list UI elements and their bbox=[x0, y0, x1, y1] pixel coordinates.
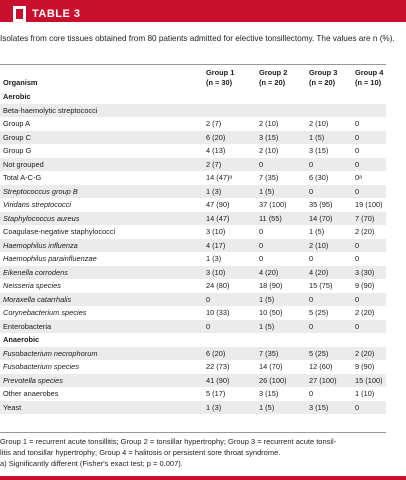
group-2-cell: 2 (10) bbox=[259, 146, 279, 155]
organism-cell: Beta-haemolytic streptococci bbox=[3, 105, 98, 115]
group-1-cell: 1 (3) bbox=[206, 186, 222, 196]
table-row bbox=[0, 306, 386, 320]
data-table bbox=[0, 66, 386, 414]
organism-cell: Not grouped bbox=[3, 159, 44, 169]
document-icon bbox=[13, 6, 26, 22]
group-1-cell: 4 (13) bbox=[206, 146, 226, 155]
group-4-cell bbox=[352, 333, 386, 347]
table-row bbox=[0, 117, 386, 131]
group-1-cell: 3 (10) bbox=[206, 227, 226, 236]
table-row bbox=[0, 293, 386, 307]
group-2-cell bbox=[256, 333, 306, 347]
header-group-2: Group 2 (n = 20) bbox=[259, 68, 288, 87]
organism-cell: Prevotella species bbox=[3, 375, 63, 385]
group-4-cell: 2 (20) bbox=[355, 227, 375, 236]
table-row bbox=[0, 171, 386, 185]
group-2-cell: 3 (15) bbox=[259, 389, 279, 398]
group-3-cell: 5 (25) bbox=[309, 308, 329, 317]
table-row bbox=[0, 347, 386, 361]
footer-bar bbox=[0, 476, 406, 480]
group-3-cell: 5 (25) bbox=[309, 348, 329, 358]
group-3-cell: 3 (15) bbox=[309, 146, 329, 155]
organism-cell: Yeast bbox=[3, 402, 22, 412]
group-3-cell: 14 (70) bbox=[309, 213, 333, 223]
table-caption: Isolates from core tissues obtained from 80 patients admitted for elective tonsillectomy. The values are n (%). bbox=[0, 34, 395, 43]
group-4-cell: 0 bbox=[355, 240, 360, 250]
table-row bbox=[0, 104, 386, 118]
group-1-cell: 6 (20) bbox=[206, 132, 226, 142]
footnote-line-1: Group 1 = recurrent acute tonsillitis; Group 2 = tonsillar hypertrophy; Group 3 = recurrent acute tonsil- bbox=[0, 437, 337, 446]
group-3-cell: 2 (10) bbox=[309, 240, 329, 250]
group-4-cell: 0ᵃ bbox=[355, 173, 362, 182]
group-4-cell: 0 bbox=[355, 119, 360, 128]
group-3-cell: 6 (30) bbox=[309, 173, 329, 182]
group-2-cell: 14 (70) bbox=[259, 362, 283, 371]
group-2-cell: 37 (100) bbox=[259, 200, 287, 209]
organism-cell: Other anaerobes bbox=[3, 389, 59, 398]
group-1-cell: 1 (3) bbox=[206, 402, 222, 412]
group-1-cell bbox=[203, 104, 256, 118]
header-group-4: Group 4 (n = 10) bbox=[355, 68, 384, 87]
group-4-cell bbox=[352, 90, 386, 104]
header-organism: Organism bbox=[3, 78, 38, 87]
group-1-cell: 24 (80) bbox=[206, 281, 230, 290]
group-2-cell: 7 (35) bbox=[259, 348, 279, 358]
group-2-cell: 0 bbox=[259, 240, 264, 250]
group-1-cell bbox=[203, 333, 256, 347]
group-4-cell: 0 bbox=[355, 321, 360, 331]
group-2-cell bbox=[256, 104, 306, 118]
group-2-cell: 1 (5) bbox=[259, 186, 275, 196]
organism-cell: Corynebacterium species bbox=[3, 308, 87, 317]
group-2-cell: 1 (5) bbox=[259, 294, 275, 304]
group-1-cell: 2 (7) bbox=[206, 159, 222, 169]
table-body bbox=[0, 90, 386, 414]
group-1-cell: 5 (17) bbox=[206, 389, 226, 398]
table-row bbox=[0, 387, 386, 401]
group-2-cell: 4 (20) bbox=[259, 267, 279, 277]
table-row bbox=[0, 212, 386, 226]
group-3-cell bbox=[306, 333, 352, 347]
group-1-cell: 47 (90) bbox=[206, 200, 230, 209]
group-1-cell: 14 (47) bbox=[206, 213, 230, 223]
table-row bbox=[0, 252, 386, 266]
table-row bbox=[0, 374, 386, 388]
group-2-cell: 1 (5) bbox=[259, 402, 275, 412]
group-2-cell: 3 (15) bbox=[259, 132, 279, 142]
group-3-cell: 0 bbox=[309, 159, 314, 169]
organism-cell: Total A-C-G bbox=[3, 173, 42, 182]
group-3-cell: 3 (15) bbox=[309, 402, 329, 412]
group-1-cell: 4 (17) bbox=[206, 240, 226, 250]
organism-cell: Fusobacterium necrophorum bbox=[3, 348, 98, 358]
table-label-text: TABLE 3 bbox=[32, 8, 81, 20]
group-4-cell: 3 (30) bbox=[355, 267, 375, 277]
group-1-cell: 0 bbox=[206, 294, 211, 304]
group-4-cell: 0 bbox=[355, 159, 360, 169]
group-4-cell: 9 (90) bbox=[355, 362, 375, 371]
table-label bbox=[13, 6, 81, 22]
group-2-cell: 2 (10) bbox=[259, 119, 279, 128]
table-row bbox=[0, 144, 386, 158]
group-4-cell: 2 (20) bbox=[355, 348, 375, 358]
organism-cell: Staphylococcus aureus bbox=[3, 213, 80, 223]
group-1-cell: 22 (73) bbox=[206, 362, 230, 371]
group-3-cell: 1 (5) bbox=[309, 227, 325, 236]
group-3-cell: 4 (20) bbox=[309, 267, 329, 277]
group-4-cell: 0 bbox=[355, 186, 360, 196]
table-row bbox=[0, 266, 386, 280]
table-row bbox=[0, 185, 386, 199]
table-row bbox=[0, 158, 386, 172]
group-4-cell: 0 bbox=[355, 294, 360, 304]
group-3-cell: 2 (10) bbox=[309, 119, 329, 128]
organism-cell: Haemophilus influenza bbox=[3, 240, 78, 250]
organism-cell: Fusobacterium species bbox=[3, 362, 79, 371]
organism-cell: Aerobic bbox=[3, 92, 31, 101]
group-4-cell: 1 (10) bbox=[355, 389, 375, 398]
group-3-cell: 12 (60) bbox=[309, 362, 333, 371]
table-row bbox=[0, 131, 386, 145]
group-2-cell: 1 (5) bbox=[259, 321, 275, 331]
organism-cell: Haemophilus parainfluenzae bbox=[3, 254, 97, 263]
group-3-cell: 0 bbox=[309, 321, 314, 331]
table-row bbox=[0, 225, 386, 239]
group-4-cell: 2 (20) bbox=[355, 308, 375, 317]
group-4-cell: 0 bbox=[355, 402, 360, 412]
section-row bbox=[0, 333, 386, 347]
group-1-cell: 6 (20) bbox=[206, 348, 226, 358]
table-header-row bbox=[0, 66, 386, 90]
group-3-cell: 1 (5) bbox=[309, 132, 325, 142]
group-3-cell: 35 (95) bbox=[309, 200, 333, 209]
organism-cell: Neisseria species bbox=[3, 281, 61, 290]
footnote-line-3: a) Significantly different (Fisher's exact test; p = 0.007). bbox=[0, 459, 183, 468]
group-3-cell bbox=[306, 90, 352, 104]
group-3-cell: 0 bbox=[309, 186, 314, 196]
group-1-cell: 3 (10) bbox=[206, 267, 226, 277]
group-1-cell: 14 (47)ᵃ bbox=[206, 173, 233, 182]
table-row bbox=[0, 320, 386, 334]
group-3-cell: 0 bbox=[309, 389, 314, 398]
table-bottom-rule bbox=[0, 432, 386, 433]
organism-cell: Group C bbox=[3, 132, 31, 142]
group-2-cell: 18 (90) bbox=[259, 281, 283, 290]
footnote-line-2: litis and tonsillar hypertrophy; Group 4 = halitosis or persistent sore throat syndrome. bbox=[0, 448, 281, 457]
organism-cell: Viridans streptococci bbox=[3, 200, 72, 209]
group-2-cell: 0 bbox=[259, 227, 264, 236]
group-1-cell bbox=[203, 90, 256, 104]
group-3-cell: 27 (100) bbox=[309, 375, 337, 385]
group-4-cell: 19 (100) bbox=[355, 200, 383, 209]
organism-cell: Group A bbox=[3, 119, 31, 128]
group-3-cell: 0 bbox=[309, 294, 314, 304]
group-4-cell bbox=[352, 104, 386, 118]
group-1-cell: 0 bbox=[206, 321, 211, 331]
group-1-cell: 41 (90) bbox=[206, 375, 230, 385]
organism-cell: Eikenella corrodens bbox=[3, 267, 68, 277]
group-2-cell: 0 bbox=[259, 159, 264, 169]
group-4-cell: 0 bbox=[355, 146, 360, 155]
table-row bbox=[0, 401, 386, 415]
header-group-3: Group 3 (n = 20) bbox=[309, 68, 338, 87]
table-row bbox=[0, 279, 386, 293]
table-row bbox=[0, 198, 386, 212]
group-2-cell: 7 (35) bbox=[259, 173, 279, 182]
group-4-cell: 7 (70) bbox=[355, 213, 375, 223]
organism-cell: Moraxella catarrhalis bbox=[3, 294, 72, 304]
header-group-1: Group 1 (n = 30) bbox=[206, 68, 235, 87]
group-2-cell bbox=[256, 90, 306, 104]
group-2-cell: 11 (55) bbox=[259, 213, 282, 223]
organism-cell: Group G bbox=[3, 146, 32, 155]
group-3-cell: 15 (75) bbox=[309, 281, 333, 290]
group-1-cell: 2 (7) bbox=[206, 119, 222, 128]
organism-cell: Streptococcus group B bbox=[3, 186, 78, 196]
group-3-cell bbox=[306, 104, 352, 118]
group-2-cell: 0 bbox=[259, 254, 264, 263]
group-1-cell: 10 (33) bbox=[206, 308, 230, 317]
table-row bbox=[0, 239, 386, 253]
section-row bbox=[0, 90, 386, 104]
group-1-cell: 1 (3) bbox=[206, 254, 222, 263]
organism-cell: Enterobacteria bbox=[3, 321, 52, 331]
group-4-cell: 15 (100) bbox=[355, 375, 383, 385]
group-3-cell: 0 bbox=[309, 254, 314, 263]
group-2-cell: 10 (50) bbox=[259, 308, 283, 317]
table-top-rule bbox=[0, 64, 386, 65]
group-4-cell: 0 bbox=[355, 254, 360, 263]
group-4-cell: 9 (90) bbox=[355, 281, 375, 290]
group-4-cell: 0 bbox=[355, 132, 360, 142]
table-footnote bbox=[0, 436, 400, 469]
organism-cell: Coagulase-negative staphylococci bbox=[3, 227, 116, 236]
organism-cell: Anaerobic bbox=[3, 335, 40, 344]
group-2-cell: 26 (100) bbox=[259, 375, 287, 385]
table-row bbox=[0, 360, 386, 374]
